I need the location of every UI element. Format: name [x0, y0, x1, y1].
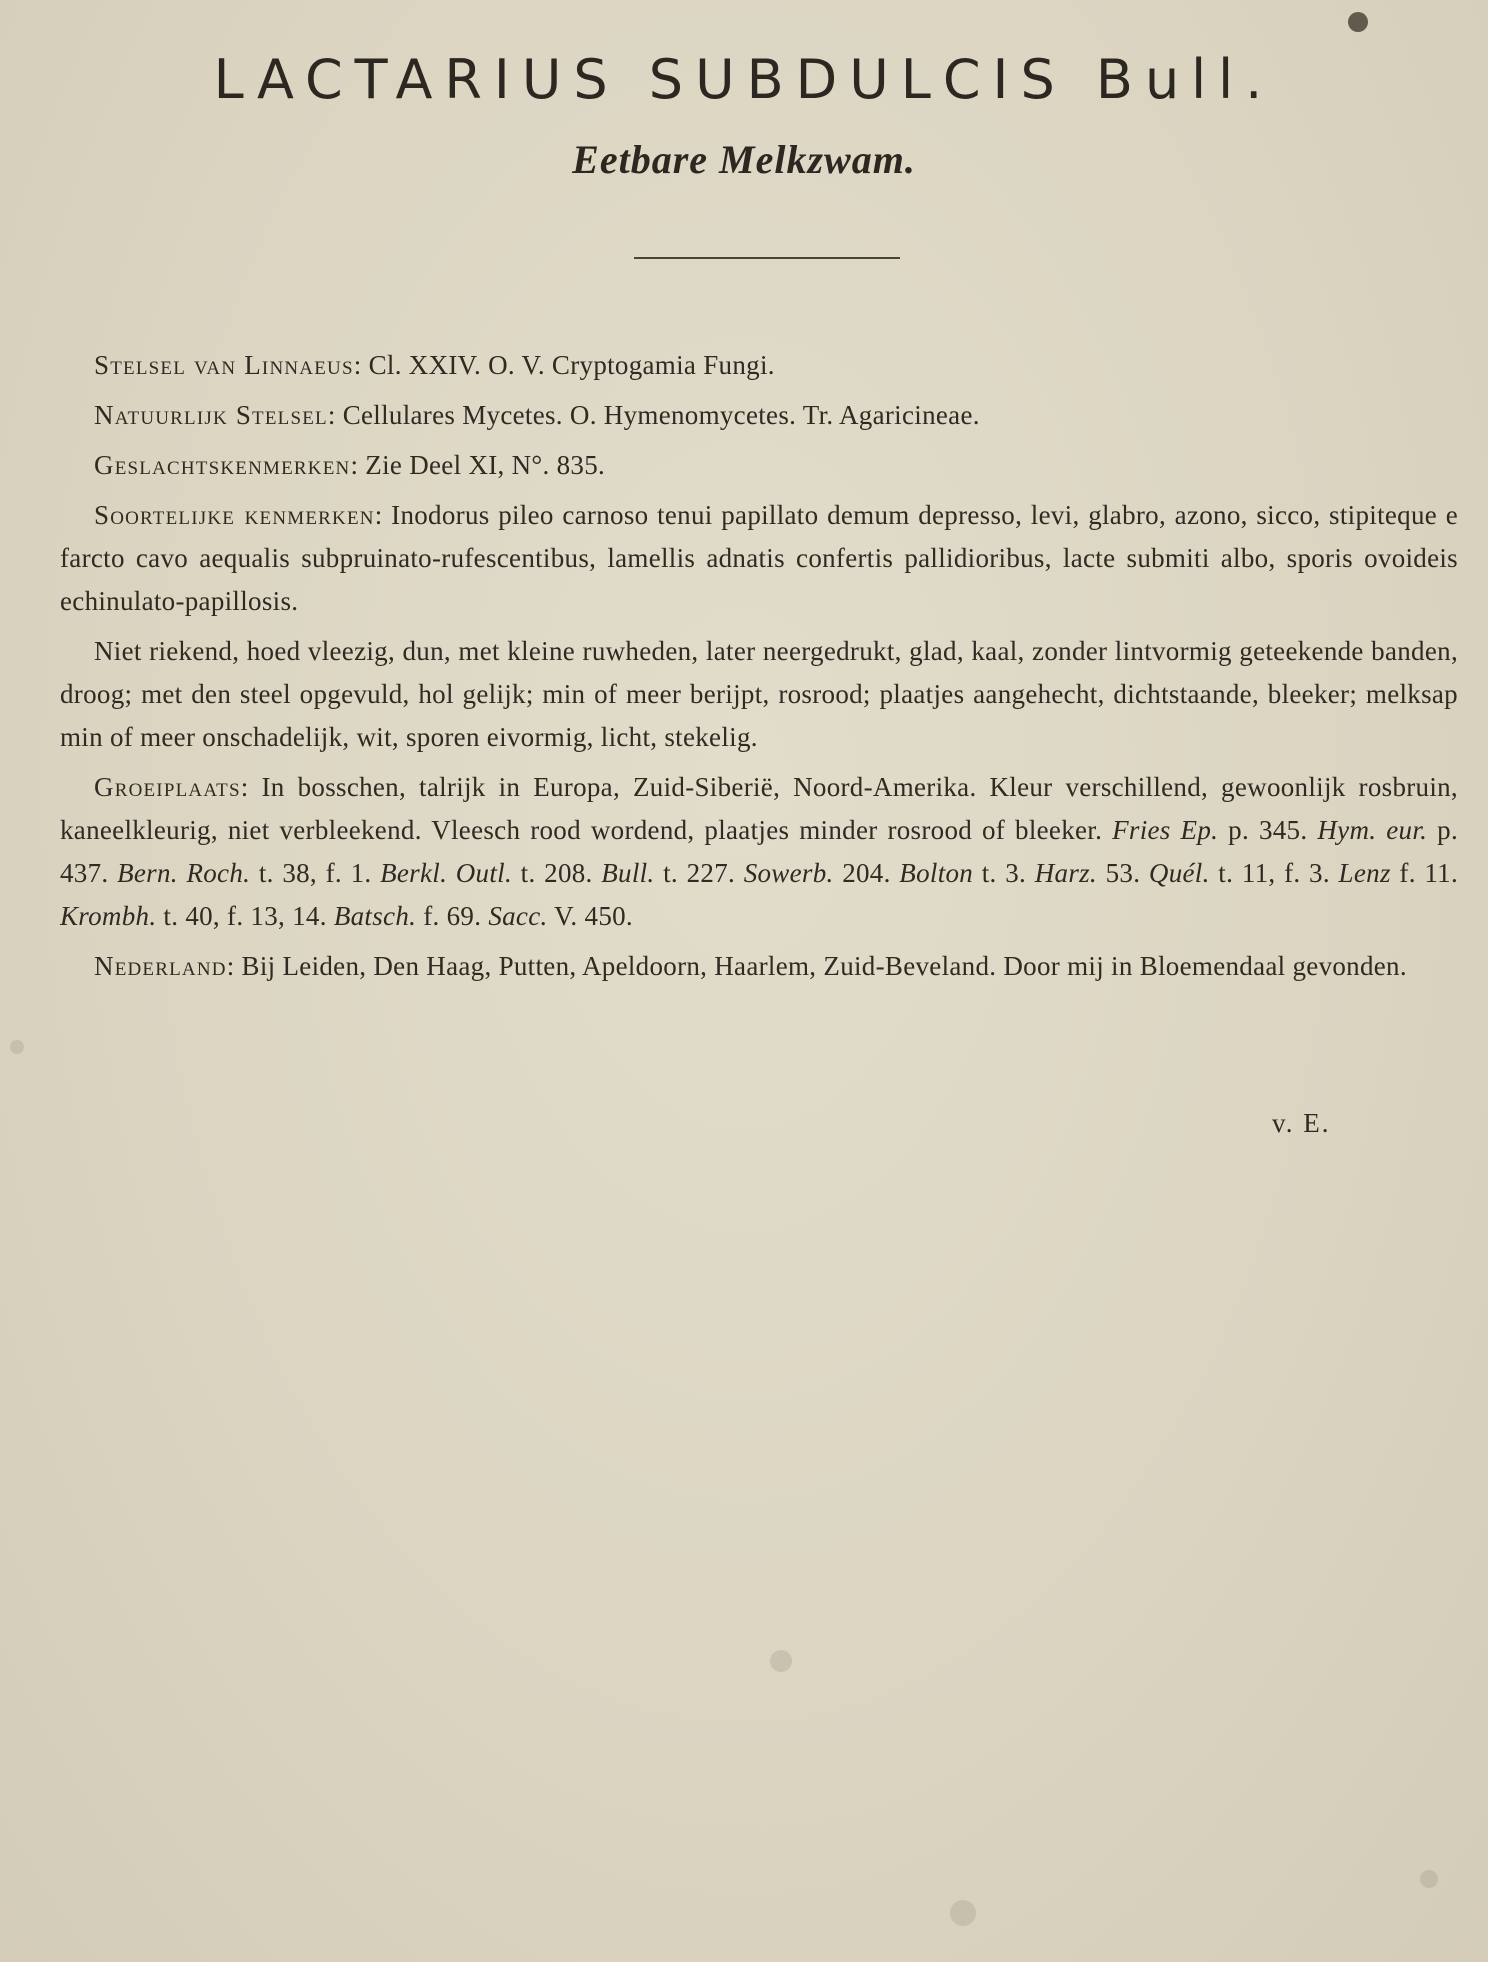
reference-author: Fries Ep.	[1112, 815, 1219, 845]
reference-author: Quél.	[1148, 858, 1210, 888]
page-subtitle: Eetbare Melkzwam.	[572, 137, 916, 182]
reference-detail: t. 227.	[654, 858, 744, 888]
section-label: Groeiplaats	[94, 772, 241, 802]
section-text: Bij Leiden, Den Haag, Putten, Apeldoorn, Haarlem, Zuid-Beveland. Door mij in Bloemendaal gevonden.	[241, 951, 1407, 981]
reference-detail: f. 69.	[416, 901, 489, 931]
section-soort	[60, 494, 1458, 623]
author-signature: v. E.	[1272, 1108, 1331, 1138]
section-text: Cellulares Mycetes. O. Hymenomycetes. Tr. Agaricineae.	[342, 400, 980, 430]
reference-detail: t. 38, f. 1.	[250, 858, 381, 888]
section-nederland	[60, 945, 1458, 988]
section-groeiplaats	[60, 766, 1458, 938]
section-text: Zie Deel XI, N°. 835.	[365, 450, 606, 480]
reference-author: Bern. Roch.	[117, 858, 251, 888]
section-label: Natuurlijk Stelsel	[94, 400, 328, 430]
reference-detail: t. 11, f. 3.	[1209, 858, 1339, 888]
reference-author: Sowerb.	[743, 858, 834, 888]
section-label: Stelsel van Linnaeus	[94, 350, 354, 380]
reference-author: Hym. eur.	[1317, 815, 1428, 845]
page-title: LACTARIUS SUBDULCIS Bull.	[213, 48, 1275, 111]
section-beschrijving	[60, 630, 1458, 759]
reference-detail: p. 437.	[60, 815, 1459, 888]
label-colon: :	[350, 450, 366, 480]
section-label: Nederland	[94, 951, 227, 981]
reference-detail: 53.	[1096, 858, 1149, 888]
paper-speck	[770, 1650, 792, 1672]
reference-author: Bolton	[899, 858, 974, 888]
reference-author: Bull.	[601, 858, 655, 888]
reference-detail: p. 345.	[1218, 815, 1318, 845]
section-text: Niet riekend, hoed vleezig, dun, met kleine ruwheden, later neergedrukt, glad, kaal, zonder lintvormig geteekende banden, droog; met den steel opgevuld, hol gelijk; min of meer berijpt, rosrood; plaatjes aangehecht, dichtstaande, bleeker; melksap min of meer onschadelijk, wit, sporen eivormig, licht, stekelig.	[60, 636, 1458, 752]
reference-author: Lenz	[1338, 858, 1391, 888]
label-colon: :	[240, 772, 262, 802]
document-body	[60, 344, 1458, 995]
paper-speck	[1420, 1870, 1438, 1888]
label-colon: :	[374, 500, 392, 530]
reference-author: Sacc.	[488, 901, 548, 931]
section-linnaeus	[60, 344, 1458, 387]
paper-speck	[950, 1900, 976, 1926]
section-label: Geslachtskenmerken	[94, 450, 351, 480]
reference-detail: V. 450.	[547, 901, 633, 931]
reference-detail: 204.	[833, 858, 900, 888]
section-natuurlijk	[60, 394, 1458, 437]
section-label: Soortelijke kenmerken	[94, 500, 375, 530]
reference-detail: f. 11.	[1390, 858, 1459, 888]
label-colon: :	[327, 400, 343, 430]
label-colon: :	[353, 350, 369, 380]
reference-author: Berkl. Outl.	[380, 858, 513, 888]
section-geslacht	[60, 444, 1458, 487]
reference-detail: t. 40, f. 13, 14.	[156, 901, 334, 931]
title-rule	[634, 257, 900, 259]
ink-blot	[1348, 12, 1368, 32]
paper-speck	[10, 1040, 24, 1054]
reference-author: Krombh.	[60, 901, 157, 931]
section-text: Cl. XXIV. O. V. Cryptogamia Fungi.	[368, 350, 775, 380]
section-text: In bosschen, talrijk in Europa, Zuid-Siberië, Noord-Amerika. Kleur verschillend, gewoonlijk rosbruin, kaneelkleurig, niet verbleekend. Vleesch rood wordend, plaatjes minder rosrood of bleeker.	[60, 772, 1458, 845]
reference-detail: t. 3.	[973, 858, 1035, 888]
reference-detail: t. 208.	[512, 858, 602, 888]
section-text: Inodorus pileo carnoso tenui papillato demum depresso, levi, glabro, azono, sicco, stipiteque e farcto cavo aequalis subpruinato-rufescentibus, lamellis adnatis confertis pallidioribus, lacte submiti albo, sporis ovoideis echinulato-papillosis.	[60, 500, 1458, 616]
reference-author: Batsch.	[333, 901, 417, 931]
label-colon: :	[226, 951, 242, 981]
reference-author: Harz.	[1034, 858, 1097, 888]
